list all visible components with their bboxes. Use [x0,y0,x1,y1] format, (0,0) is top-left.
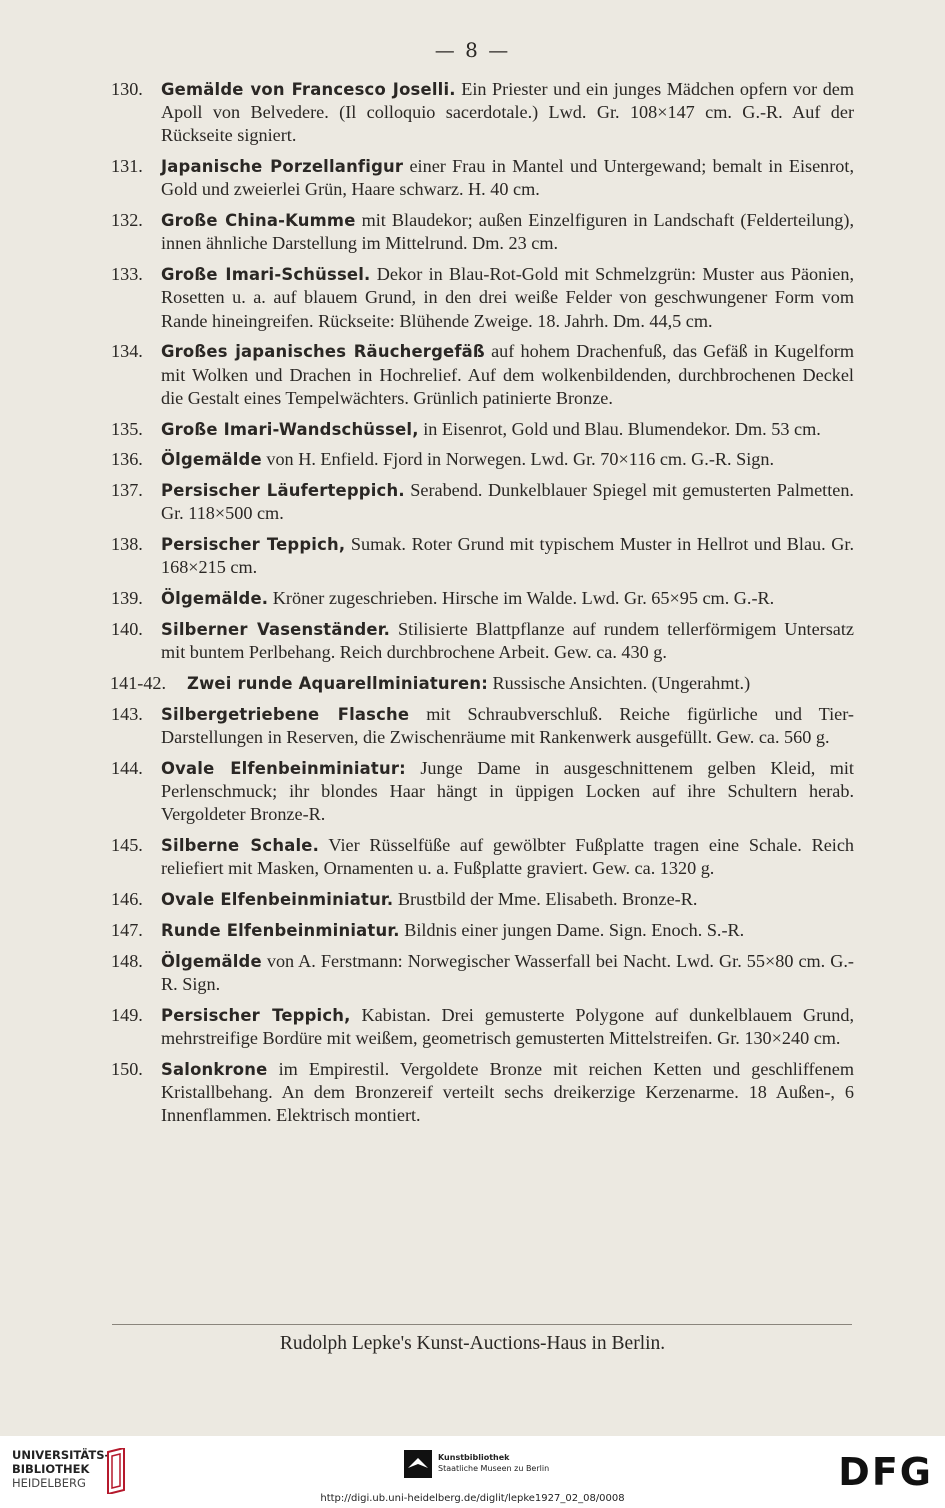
entry-number: 132. [111,210,143,231]
catalog-entry [104,1004,854,1050]
kunstbibliothek-emblem-icon [404,1450,432,1478]
entry-title: Ovale Elfenbeinminiatur: [161,758,406,778]
entry-title: Persischer Teppich, [161,1005,351,1025]
entry-description: in Eisenrot, Gold und Blau. Blumendekor. Dm. 53 cm. [418,418,821,439]
entry-number: 147. [111,919,143,940]
catalog-entry [104,479,854,525]
entry-number: 143. [111,703,143,724]
entry-title: Ölgemälde [161,951,262,971]
university-library-logo[interactable] [12,1448,109,1490]
entry-description: von H. Enfield. Fjord in Norwegen. Lwd. Gr. 70×116 cm. G.-R. Sign. [261,449,775,470]
catalog-entries [104,78,854,1135]
entry-number: 146. [111,889,143,909]
entry-title: Ölgemälde [161,450,262,470]
entry-title: Silbergetriebene Flasche [161,704,410,724]
catalog-entry [104,919,854,942]
ub-line-1: UNIVERSITÄTS- [12,1448,110,1462]
source-url-link[interactable]: http://digi.ub.uni-heidelberg.de/diglit/lepke1927_02_08/0008 [320,1493,625,1504]
entry-description: auf hohem Drachenfuß, das Gefäß in Kugelform mit Wolken und Drachen in Hochrelief. Auf dem wolkenbildenden, durchbrochenen Deckel die Gestalt eines Tempelwächters. Grünlich patinierte Bronze. [161,341,854,408]
catalog-entry [104,418,854,441]
entry-number: 144. [111,757,143,778]
entry-number: 150. [111,1058,143,1079]
entry-description: Vier Rüsselfüße auf gewölbter Fußplatte tragen eine Schale. Reich reliefiert mit Masken, Ornamenten u. a. Fußplatte graviert. Gew. ca. 1320 g. [161,835,854,879]
entry-description: Russische Ansichten. (Ungerahmt.) [488,673,751,693]
entry-description: Brustbild der Mme. Elisabeth. Bronze-R. [393,889,698,909]
entry-number: 145. [111,835,143,855]
entry-description: Kröner zugeschrieben. Hirsche im Walde. Lwd. Gr. 65×95 cm. G.-R. [268,588,775,609]
entry-description: mit Blaudekor; außen Einzelfiguren in Landschaft (Felderteilung), innen ähnliche Darstellung im Mittelrund. Dm. 23 cm. [161,210,855,254]
entry-title: Runde Elfenbeinminiatur. [161,920,400,940]
entry-description: Serabend. Dunkelblauer Spiegel mit gemusterten Palmetten. Gr. 118×500 cm. [161,480,854,524]
digitization-footer [0,1436,945,1508]
entry-title: Große China-Kumme [161,211,356,231]
entry-title: Silberne Schale. [161,836,320,855]
entry-number: 140. [111,619,143,639]
catalog-entry [104,672,854,695]
catalog-entry [104,448,854,471]
entry-title: Japanische Porzellanfigur [161,157,404,177]
ub-line-2: BIBLIOTHEK [12,1462,90,1476]
entry-description: Stilisierte Blattpflanze auf rundem tellerförmigem Untersatz mit buntem Perlbehang. Reich durchbrochene Arbeit. Gew. ca. 430 g. [161,619,854,663]
entry-title: Persischer Teppich, [161,535,346,555]
entry-title: Silberner Vasenständer. [161,620,391,639]
entry-title: Salonkrone [161,1059,268,1079]
entry-description: Kabistan. Drei gemusterte Polygone auf dunkelblauem Grund, mehrstreifige Bordüre mit weißem, geometrisch gemusterten Mittelstreifen. Gr. 130×240 cm. [161,1004,854,1048]
catalog-entry [104,888,854,911]
publisher-line: Rudolph Lepke's Kunst-Auctions-Haus in Berlin. [279,1333,666,1354]
entry-title: Große Imari-Schüssel. [161,265,371,285]
entry-description: einer Frau in Mantel und Untergewand; bemalt in Eisenrot, Gold und zweierlei Grün, Haare schwarz. H. 40 cm. [161,156,854,200]
entry-description: mit Schraubverschluß. Reiche figürliche und Tier-Darstellungen in Reserven, die Zwischenräume mit Rankenwerk ausgefüllt. Gew. ca. 560 g. [161,703,854,747]
entry-description: Bildnis einer jungen Dame. Sign. Enoch. S.-R. [399,919,745,940]
entry-number: 133. [111,264,143,285]
entry-number: 137. [111,480,143,501]
entry-description: von A. Ferstmann: Norwegischer Wasserfall bei Nacht. Lwd. Gr. 55×80 cm. G.-R. Sign. [161,950,854,994]
catalog-entry [104,209,854,255]
entry-title: Ovale Elfenbeinminiatur. [161,890,394,909]
ub-line-3: HEIDELBERG [12,1476,86,1490]
catalog-entry [104,950,854,996]
entry-number: 134. [111,341,143,362]
entry-number: 138. [111,534,143,555]
catalog-entry [104,340,854,410]
entry-description: Sumak. Roter Grund mit typischem Muster in Hellrot und Blau. Gr. 168×215 cm. [161,534,855,578]
kunstbibliothek-logo[interactable] [404,1450,550,1482]
ub-emblem-icon [104,1448,130,1494]
entry-number: 141-42. [110,673,167,693]
entry-number: 130. [111,79,143,99]
entry-title: Gemälde von Francesco Joselli. [161,80,456,99]
kb-line-2: Staatliche Museen zu Berlin [438,1464,550,1473]
entry-number: 139. [111,588,143,609]
catalog-entry [104,78,854,148]
entry-number: 149. [111,1004,143,1025]
catalog-entry [104,1058,854,1128]
page-number: — 8 — [434,38,511,62]
entry-title: Großes japanisches Räuchergefäß [161,342,485,362]
entry-description: Junge Dame in ausgeschnittenem gelben Kleid, mit Perlenschmuck; ihr blondes Haar hängt in üppigen Locken auf ihre Schultern herab. Vergoldeter Bronze-R. [161,757,854,825]
catalog-entry [104,703,854,749]
entry-description: Ein Priester und ein junges Mädchen opfern vor dem Apoll von Belvedere. (Il colloquio sacerdotale.) Lwd. Gr. 108×147 cm. G.-R. Auf der Rückseite signiert. [161,79,855,146]
entry-description: im Empirestil. Vergoldete Bronze mit reichen Ketten und geschliffenem Kristallbehang. An dem Bronzereif verteilt sechs dreikerzige Kerzenarme. 18 Außen-, 6 Innenflammen. Elektrisch montiert. [161,1058,854,1125]
catalog-entry [104,155,854,201]
footer-divider [112,1324,852,1325]
kb-line-1: Kunstbibliothek [438,1453,510,1462]
entry-number: 148. [111,950,143,971]
entry-title: Persischer Läuferteppich. [161,481,405,501]
entry-title: Ölgemälde. [161,589,269,609]
entry-number: 131. [111,156,143,177]
entry-description: Dekor in Blau-Rot-Gold mit Schmelzgrün: Muster aus Päonien, Rosetten u. a. auf blauem Grund, in den drei weiße Felder von geschwungener Form vom Rande hineingreifen. Rückseite: Blühende Zweige. 18. Jahrh. Dm. 44,5 cm. [161,264,854,331]
catalog-entry [104,263,854,333]
catalog-entry [104,533,854,579]
entry-title: Große Imari-Wandschüssel, [161,419,419,439]
catalog-entry [104,618,854,664]
catalog-entry [104,834,854,880]
entry-number: 135. [111,418,143,439]
dfg-logo[interactable]: DFG [838,1450,933,1494]
entry-number: 136. [111,449,143,470]
catalog-entry [104,757,854,827]
entry-title: Zwei runde Aquarellminiaturen: [187,674,488,693]
catalog-entry [104,587,854,610]
